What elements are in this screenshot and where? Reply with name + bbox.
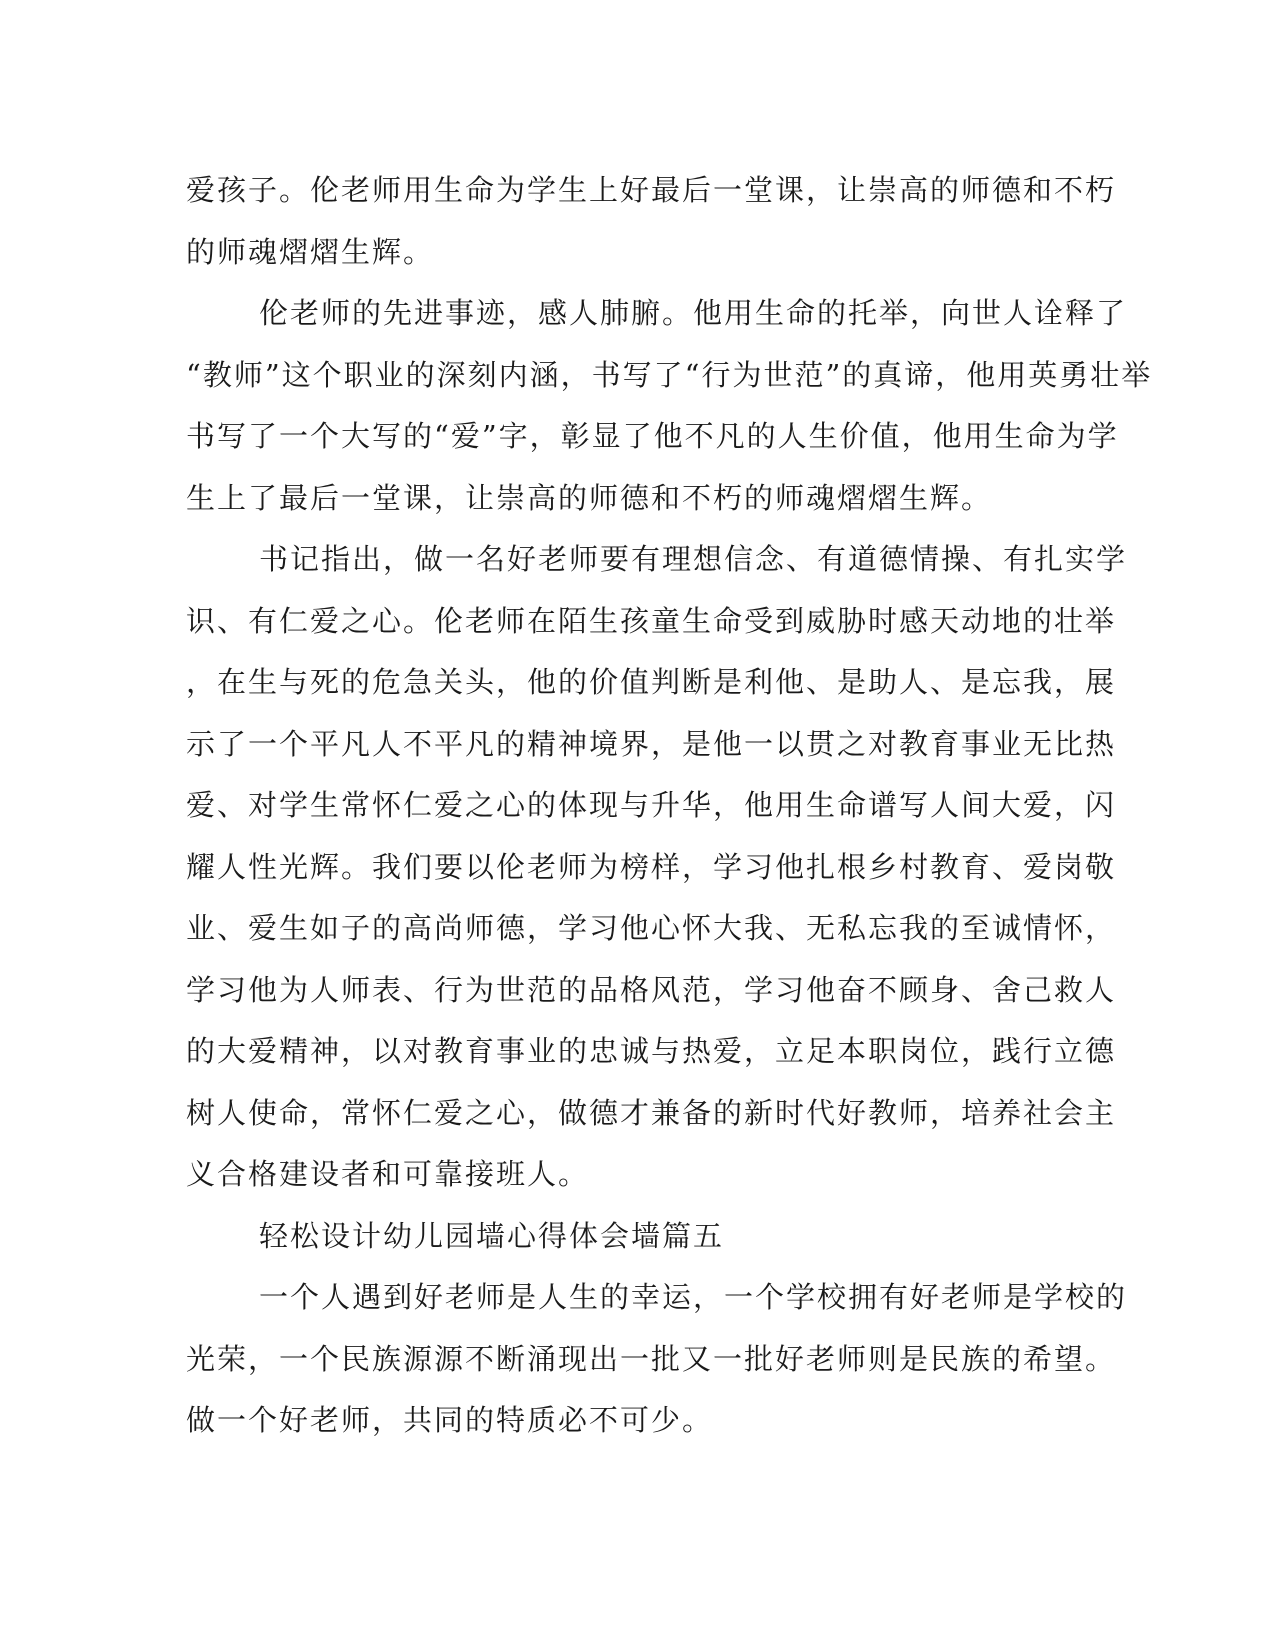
text-line: 的师魂熠熠生辉。 [186,234,435,269]
text-line: 书写了一个大写的“爱”字，彰显了他不凡的人生价值，他用生命为学 [186,419,1119,453]
text-line: 示了一个平凡人不平凡的精神境界，是他一以贯之对教育事业无比热 [186,726,1117,761]
text-line: 爱孩子。伦老师用生命为学生上好最后一堂课，让崇高的师德和不朽 [186,173,1117,207]
document-body [186,160,1153,1452]
text-line: 耀人性光辉。我们要以伦老师为榜样，学习他扎根乡村教育、爱岗敬 [186,849,1117,884]
text-line: 义合格建设者和可靠接班人。 [186,1157,590,1191]
paragraph-start-line: 伦老师的先进事迹，感人肺腑。他用生命的托举，向世人诠释了 [259,296,1128,330]
paragraph-start-line: 书记指出，做一名好老师要有理想信念、有道德情操、有扎实学 [259,542,1128,576]
text-line: 爱、对学生常怀仁爱之心的体现与升华，他用生命谱写人间大爱，闪 [186,788,1117,822]
text-line: “教师”这个职业的深刻内涵，书写了“行为世范”的真谛，他用英勇壮举 [186,357,1153,392]
text-line: 光荣，一个民族源源不断涌现出一批又一批好老师则是民族的希望。 [186,1341,1117,1376]
section-heading: 轻松设计幼儿园墙心得体会墙篇五 [259,1218,725,1253]
text-line: ，在生与死的危急关头，他的价值判断是利他、是助人、是忘我，展 [186,665,1117,699]
text-line: 识、有仁爱之心。伦老师在陌生孩童生命受到威胁时感天动地的壮举 [186,603,1117,638]
text-line: 的大爱精神，以对教育事业的忠诚与热爱，立足本职岗位，践行立德 [186,1034,1117,1068]
text-line: 树人使命，常怀仁爱之心，做德才兼备的新时代好教师，培养社会主 [186,1095,1117,1130]
paragraph-start-line: 一个人遇到好老师是人生的幸运，一个学校拥有好老师是学校的 [259,1280,1128,1314]
text-line: 业、爱生如子的高尚师德，学习他心怀大我、无私忘我的至诚情怀， [186,911,1117,945]
text-line: 学习他为人师表、行为世范的品格风范，学习他奋不顾身、舍己救人 [186,972,1117,1007]
text-line: 做一个好老师，共同的特质必不可少。 [186,1403,714,1437]
text-line: 生上了最后一堂课，让崇高的师德和不朽的师魂熠熠生辉。 [186,480,993,515]
